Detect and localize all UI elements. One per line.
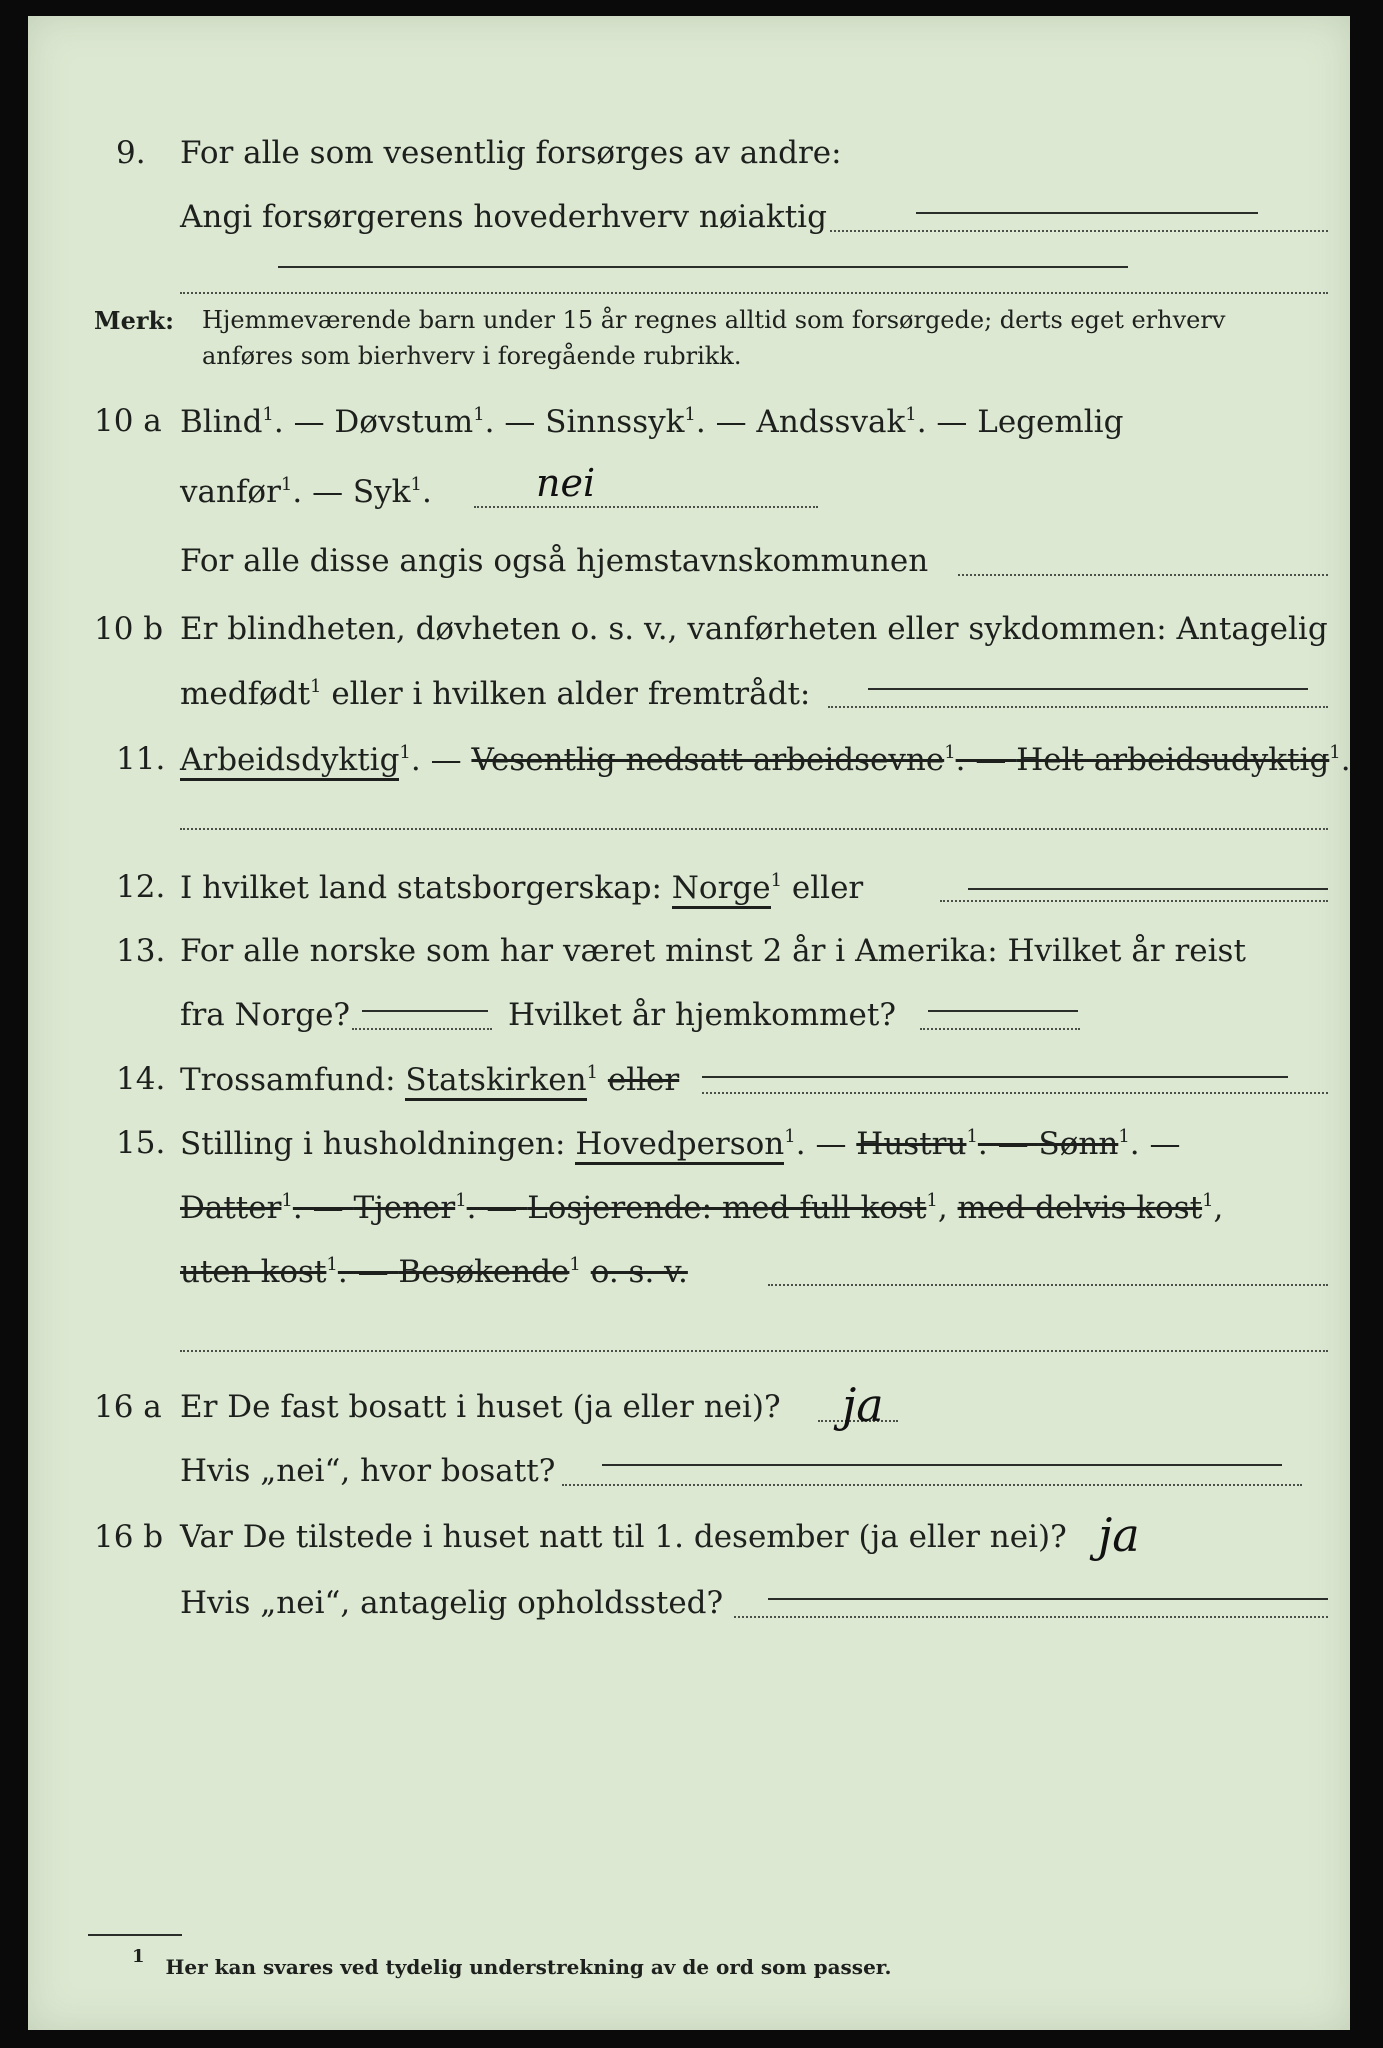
- q16b-line2: Hvis „nei“, antagelig opholdssted?: [180, 1585, 724, 1621]
- q14-line: Trossamfund: Statskirken$^1$ eller: [180, 1064, 679, 1096]
- q11-udyktig[interactable]: Helt arbeidsudyktig: [1016, 742, 1330, 778]
- q15-line1: Stilling i husholdningen: Hovedperson$^1$. — Hustru$^1$. — Sønn$^1$. —: [180, 1128, 1180, 1160]
- q10a-syk[interactable]: . — Syk: [292, 474, 411, 510]
- q15-delvis-kost[interactable]: med delvis kost: [957, 1190, 1203, 1226]
- q10b-handwritten-dash: [868, 688, 1308, 690]
- q11-number: 11.: [116, 741, 166, 777]
- q11-nedsatt[interactable]: Vesentlig nedsatt arbeidsevne: [471, 742, 945, 778]
- q10a-line3: For alle disse angis også hjemstavnskommunen: [180, 543, 929, 579]
- q14-number: 14.: [116, 1061, 166, 1097]
- merk-label: Merk:: [94, 306, 174, 335]
- q10a-andssvak[interactable]: . — Andssvak: [695, 404, 906, 440]
- q13-hjemkommet-dotline[interactable]: [920, 1028, 1080, 1030]
- q10a-kommune-dotline[interactable]: [958, 574, 1328, 576]
- q10a-syk-dotline[interactable]: [474, 506, 818, 508]
- q16a-number: 16 a: [94, 1389, 162, 1425]
- census-form-page: [28, 16, 1350, 2030]
- q16a-handwritten-dash: [602, 1464, 1282, 1466]
- q16b-dotline[interactable]: [734, 1616, 1328, 1618]
- q15-uten-kost[interactable]: uten kost: [180, 1254, 327, 1290]
- q15-hovedperson[interactable]: Hovedperson: [575, 1126, 784, 1165]
- q12-norge[interactable]: Norge: [672, 870, 771, 909]
- q10a-handwritten-answer: nei: [536, 461, 596, 505]
- q9-handwritten-dash-2: [278, 266, 1128, 268]
- q10a-sinnssyk[interactable]: . — Sinnssyk: [484, 404, 685, 440]
- q10a-legemlig[interactable]: . — Legemlig: [916, 404, 1124, 440]
- q16a-line1: Er De fast bosatt i huset (ja eller nei)?: [180, 1389, 781, 1425]
- q10b-dotline[interactable]: [828, 706, 1328, 708]
- q10a-vanfor[interactable]: vanfør: [180, 474, 281, 510]
- q13-line2a: fra Norge?: [180, 997, 351, 1033]
- q12-handwritten-dash: [968, 888, 1328, 890]
- q10b-line2: medfødt$^1$ eller i hvilken alder fremtrådt:: [180, 676, 811, 712]
- footnote-mark: 1: [132, 1946, 145, 1967]
- q12-line: I hvilket land statsborgerskap: Norge$^1$ eller: [180, 872, 863, 904]
- q13-line2b: Hvilket år hjemkommet?: [508, 997, 896, 1033]
- q11-arbeidsdyktig[interactable]: Arbeidsdyktig: [180, 742, 399, 781]
- q11-dotline[interactable]: [180, 828, 1328, 830]
- q9-number: 9.: [116, 135, 146, 171]
- q16a-handwritten-answer: ja: [842, 1378, 884, 1432]
- q10a-dovstum[interactable]: . — Døvstum: [273, 404, 474, 440]
- q15-dotline[interactable]: [768, 1284, 1328, 1286]
- q14-dotline[interactable]: [702, 1092, 1328, 1094]
- q16b-handwritten-answer: ja: [1098, 1508, 1140, 1562]
- merk-line2: anføres som bierhverv i foregående rubrikk.: [202, 342, 742, 370]
- q15-besokende[interactable]: Besøkende: [398, 1254, 570, 1290]
- q15-dotline-2[interactable]: [180, 1350, 1328, 1352]
- q16b-number: 16 b: [94, 1519, 164, 1555]
- footnote: [132, 1946, 891, 1979]
- q16b-line1: Var De tilstede i huset natt til 1. desember (ja eller nei)?: [180, 1519, 1067, 1555]
- q10a-blind[interactable]: Blind: [180, 404, 263, 440]
- footnote-text: Her kan svares ved tydelig understrekning av de ord som passer.: [165, 1955, 892, 1979]
- q10a-line1: Blind$^1$. — Døvstum$^1$. — Sinnssyk$^1$. — Andssvak$^1$. — Legemlig: [180, 404, 1124, 440]
- q12-dotline[interactable]: [940, 900, 1328, 902]
- q15-number: 15.: [116, 1125, 166, 1161]
- q10b-number: 10 b: [94, 611, 164, 647]
- q9-line1: For alle som vesentlig forsørges av andre:: [180, 135, 842, 171]
- q14-eller: eller: [607, 1062, 680, 1098]
- q14-handwritten-dash: [702, 1076, 1288, 1078]
- q12-number: 12.: [116, 869, 166, 905]
- q10a-number: 10 a: [94, 403, 162, 439]
- q10b-medfodt[interactable]: medfødt: [180, 676, 311, 712]
- q15-hustru[interactable]: Hustru: [856, 1126, 967, 1162]
- q16a-bosatt-dotline[interactable]: [562, 1484, 1302, 1486]
- footnote-rule: [88, 1934, 182, 1936]
- merk-line1: Hjemmeværende barn under 15 år regnes alltid som forsørgede; derts eget erhverv: [202, 306, 1226, 334]
- q16a-line2: Hvis „nei“, hvor bosatt?: [180, 1453, 556, 1489]
- q13-reist-dash: [362, 1010, 488, 1012]
- q15-tjener[interactable]: Tjener: [353, 1190, 456, 1226]
- q15-full-kost[interactable]: med full kost: [721, 1190, 927, 1226]
- q13-line1: For alle norske som har været minst 2 år i Amerika: Hvilket år reist: [180, 933, 1246, 969]
- q13-hjemkommet-dash: [928, 1010, 1078, 1012]
- q15-line2: Datter$^1$. — Tjener$^1$. — Losjerende: med full kost$^1$, med delvis kost$^1$,: [180, 1190, 1224, 1226]
- q10a-line2: vanfør$^1$. — Syk$^1$.: [180, 474, 432, 510]
- q13-reist-dotline[interactable]: [352, 1028, 492, 1030]
- q15-line3: uten kost$^1$. — Besøkende$^1$ o. s. v.: [180, 1254, 688, 1290]
- q10b-line1: Er blindheten, døvheten o. s. v., vanførheten eller sykdommen: Antagelig: [180, 611, 1328, 647]
- q15-datter[interactable]: Datter: [180, 1190, 282, 1226]
- q9-answer-dotline-2[interactable]: [180, 292, 1328, 294]
- q14-statskirken[interactable]: Statskirken: [405, 1062, 586, 1101]
- q16b-handwritten-dash: [768, 1598, 1328, 1600]
- q9-line2: Angi forsørgerens hovederhverv nøiaktig: [180, 199, 827, 235]
- q15-sonn[interactable]: Sønn: [1038, 1126, 1119, 1162]
- q11-line: Arbeidsdyktig$^1$. — Vesentlig nedsatt arbeidsevne$^1$. — Helt arbeidsudyktig$^1$.: [180, 744, 1351, 776]
- q15-losjerende[interactable]: Losjerende: [527, 1190, 702, 1226]
- q9-handwritten-dash: [916, 212, 1258, 214]
- q9-answer-dotline[interactable]: [830, 230, 1328, 232]
- q13-number: 13.: [116, 933, 166, 969]
